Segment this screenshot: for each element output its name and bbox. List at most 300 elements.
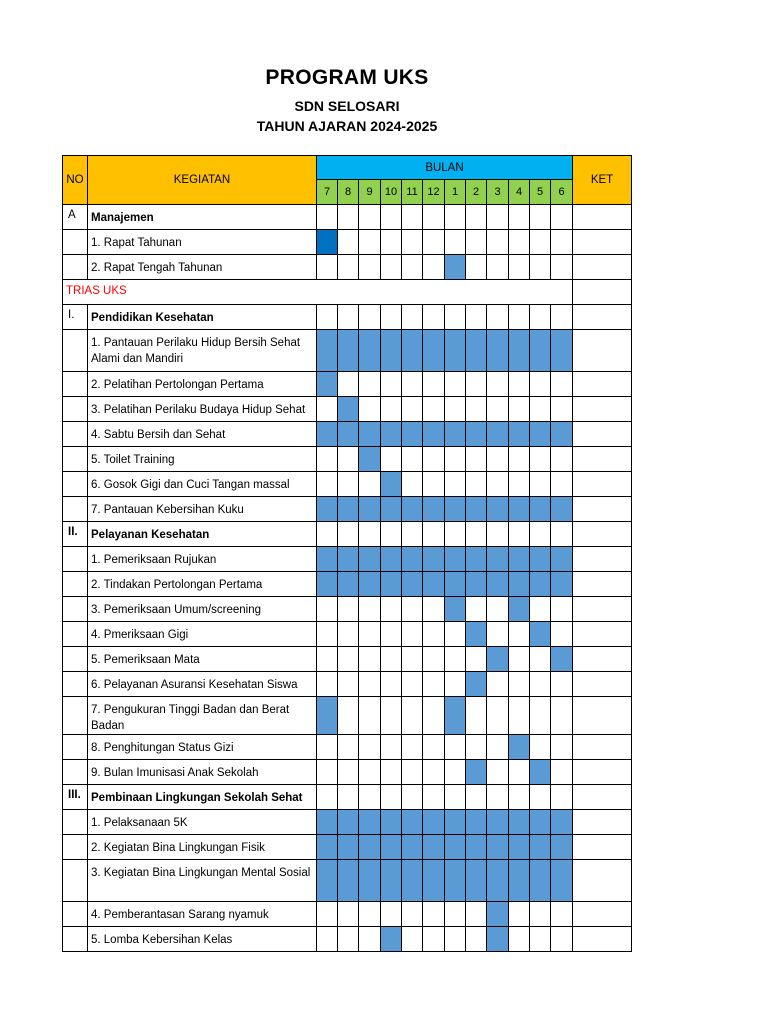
trias-label: TRIAS UKS xyxy=(63,280,573,305)
schedule-cell xyxy=(317,622,338,647)
schedule-cell-active xyxy=(317,497,338,522)
table-row xyxy=(63,547,632,572)
schedule-cell xyxy=(530,230,551,255)
row-number: I. xyxy=(63,305,88,330)
table-row xyxy=(63,735,632,760)
schedule-cell xyxy=(509,397,530,422)
schedule-cell xyxy=(381,647,402,672)
schedule-cell xyxy=(551,372,573,397)
row-number xyxy=(63,597,88,622)
table-row xyxy=(63,255,632,280)
row-number xyxy=(63,647,88,672)
table-row xyxy=(63,472,632,497)
schedule-cell xyxy=(402,785,423,810)
schedule-cell-active xyxy=(509,735,530,760)
section-row xyxy=(63,305,632,330)
row-number xyxy=(63,735,88,760)
month-header-4: 4 xyxy=(509,180,530,205)
ket-cell xyxy=(573,810,632,835)
row-number xyxy=(63,835,88,860)
schedule-cell xyxy=(509,255,530,280)
schedule-cell xyxy=(317,672,338,697)
schedule-cell-active xyxy=(466,330,487,372)
ket-cell xyxy=(573,280,632,305)
schedule-cell xyxy=(466,305,487,330)
schedule-cell-active xyxy=(338,397,359,422)
ket-cell xyxy=(573,647,632,672)
table-row xyxy=(63,330,632,372)
row-number xyxy=(63,810,88,835)
schedule-cell xyxy=(359,205,381,230)
schedule-cell xyxy=(509,447,530,472)
row-number: III. xyxy=(63,785,88,810)
schedule-cell xyxy=(487,205,509,230)
ket-cell xyxy=(573,572,632,597)
schedule-cell xyxy=(338,785,359,810)
schedule-cell-active xyxy=(530,422,551,447)
schedule-cell-active xyxy=(338,330,359,372)
schedule-cell-active xyxy=(317,230,338,255)
schedule-cell xyxy=(551,927,573,952)
row-number xyxy=(63,372,88,397)
schedule-cell xyxy=(381,697,402,735)
schedule-cell xyxy=(359,785,381,810)
schedule-cell xyxy=(317,305,338,330)
schedule-cell-active xyxy=(530,547,551,572)
schedule-cell-active xyxy=(530,622,551,647)
schedule-cell xyxy=(423,672,445,697)
row-number xyxy=(63,697,88,735)
schedule-cell xyxy=(445,647,466,672)
table-row xyxy=(63,422,632,447)
schedule-cell-active xyxy=(466,422,487,447)
schedule-cell xyxy=(530,927,551,952)
schedule-cell xyxy=(445,230,466,255)
schedule-cell xyxy=(381,902,402,927)
schedule-cell-active xyxy=(317,810,338,835)
row-number xyxy=(63,622,88,647)
schedule-cell-active xyxy=(359,860,381,902)
schedule-cell xyxy=(445,522,466,547)
schedule-cell xyxy=(466,372,487,397)
schedule-cell xyxy=(359,255,381,280)
table-row xyxy=(63,927,632,952)
schedule-cell-active xyxy=(423,422,445,447)
schedule-cell xyxy=(402,230,423,255)
schedule-cell-active xyxy=(466,572,487,597)
schedule-cell-active xyxy=(466,547,487,572)
table-row xyxy=(63,372,632,397)
schedule-cell-active xyxy=(381,572,402,597)
schedule-cell xyxy=(317,927,338,952)
trias-row xyxy=(63,280,632,305)
month-header-2: 2 xyxy=(466,180,487,205)
program-table xyxy=(62,155,632,952)
schedule-cell-active xyxy=(530,330,551,372)
activity-label: 1. Pantauan Perilaku Hidup Bersih Sehat Alami dan Mandiri xyxy=(88,330,317,372)
schedule-cell xyxy=(551,760,573,785)
schedule-cell xyxy=(317,472,338,497)
schedule-cell-active xyxy=(402,835,423,860)
ket-cell xyxy=(573,860,632,902)
schedule-cell xyxy=(423,230,445,255)
schedule-cell xyxy=(381,522,402,547)
schedule-cell-active xyxy=(509,422,530,447)
schedule-cell-active xyxy=(423,572,445,597)
row-number xyxy=(63,672,88,697)
ket-cell xyxy=(573,835,632,860)
schedule-cell xyxy=(423,397,445,422)
schedule-cell xyxy=(338,647,359,672)
schedule-cell xyxy=(445,372,466,397)
schedule-cell xyxy=(317,522,338,547)
schedule-cell xyxy=(381,760,402,785)
schedule-cell-active xyxy=(487,927,509,952)
schedule-cell xyxy=(466,902,487,927)
schedule-cell xyxy=(423,697,445,735)
row-number xyxy=(63,927,88,952)
schedule-cell xyxy=(402,927,423,952)
row-number xyxy=(63,397,88,422)
schedule-cell xyxy=(338,230,359,255)
schedule-cell xyxy=(338,927,359,952)
ket-cell xyxy=(573,397,632,422)
table-row xyxy=(63,447,632,472)
schedule-cell xyxy=(359,902,381,927)
ket-cell xyxy=(573,497,632,522)
schedule-cell xyxy=(466,397,487,422)
ket-cell xyxy=(573,547,632,572)
school-name: SDN SELOSARI xyxy=(294,98,400,114)
schedule-cell-active xyxy=(402,497,423,522)
schedule-cell-active xyxy=(381,330,402,372)
schedule-cell xyxy=(551,697,573,735)
schedule-cell-active xyxy=(359,835,381,860)
schedule-cell-active xyxy=(487,422,509,447)
schedule-cell-active xyxy=(445,697,466,735)
schedule-cell xyxy=(551,597,573,622)
table-row xyxy=(63,397,632,422)
schedule-cell xyxy=(359,397,381,422)
schedule-cell xyxy=(445,785,466,810)
schedule-cell xyxy=(509,927,530,952)
schedule-cell xyxy=(402,672,423,697)
schedule-cell xyxy=(509,622,530,647)
schedule-cell xyxy=(551,735,573,760)
schedule-cell xyxy=(402,902,423,927)
month-header-8: 8 xyxy=(338,180,359,205)
table-body xyxy=(63,205,632,952)
schedule-cell-active xyxy=(445,597,466,622)
schedule-cell xyxy=(530,597,551,622)
schedule-cell xyxy=(445,205,466,230)
schedule-cell xyxy=(359,735,381,760)
schedule-cell xyxy=(509,230,530,255)
ket-cell xyxy=(573,735,632,760)
month-header-3: 3 xyxy=(487,180,509,205)
schedule-cell xyxy=(402,697,423,735)
schedule-cell xyxy=(509,372,530,397)
schedule-cell xyxy=(487,735,509,760)
activity-label: 2. Tindakan Pertolongan Pertama xyxy=(88,572,317,597)
schedule-cell-active xyxy=(317,422,338,447)
section-row xyxy=(63,205,632,230)
header-bulan: BULAN xyxy=(317,156,573,180)
schedule-cell xyxy=(423,205,445,230)
row-number xyxy=(63,422,88,447)
schedule-cell-active xyxy=(530,810,551,835)
schedule-cell xyxy=(551,472,573,497)
schedule-cell-active xyxy=(317,572,338,597)
section-title: Pembinaan Lingkungan Sekolah Sehat xyxy=(88,785,317,810)
activity-label: 1. Pemeriksaan Rujukan xyxy=(88,547,317,572)
schedule-cell-active xyxy=(551,497,573,522)
schedule-cell-active xyxy=(402,810,423,835)
schedule-cell xyxy=(509,305,530,330)
schedule-cell-active xyxy=(509,835,530,860)
schedule-cell xyxy=(359,622,381,647)
schedule-cell xyxy=(359,672,381,697)
schedule-cell xyxy=(338,622,359,647)
schedule-cell-active xyxy=(509,330,530,372)
schedule-cell xyxy=(317,597,338,622)
schedule-cell-active xyxy=(317,547,338,572)
schedule-cell-active xyxy=(445,255,466,280)
schedule-cell-active xyxy=(402,860,423,902)
schedule-cell xyxy=(338,697,359,735)
ket-cell xyxy=(573,205,632,230)
schedule-cell-active xyxy=(423,810,445,835)
schedule-cell xyxy=(530,372,551,397)
activity-label: 4. Pmeriksaan Gigi xyxy=(88,622,317,647)
activity-label: 2. Pelatihan Pertolongan Pertama xyxy=(88,372,317,397)
schedule-cell-active xyxy=(551,835,573,860)
row-number xyxy=(63,547,88,572)
ket-cell xyxy=(573,255,632,280)
schedule-cell xyxy=(551,447,573,472)
schedule-cell xyxy=(487,230,509,255)
schedule-cell xyxy=(381,305,402,330)
month-header-9: 9 xyxy=(359,180,381,205)
schedule-cell xyxy=(509,205,530,230)
schedule-cell xyxy=(338,447,359,472)
month-header-6: 6 xyxy=(551,180,573,205)
schedule-cell xyxy=(423,785,445,810)
schedule-cell xyxy=(359,372,381,397)
ket-cell xyxy=(573,597,632,622)
schedule-cell-active xyxy=(445,547,466,572)
month-header-5: 5 xyxy=(530,180,551,205)
schedule-cell xyxy=(381,597,402,622)
schedule-cell-active xyxy=(359,447,381,472)
schedule-cell-active xyxy=(487,835,509,860)
schedule-cell-active xyxy=(551,572,573,597)
ket-cell xyxy=(573,422,632,447)
schedule-cell xyxy=(509,647,530,672)
row-number xyxy=(63,760,88,785)
schedule-cell xyxy=(466,927,487,952)
schedule-cell xyxy=(359,472,381,497)
schedule-cell xyxy=(381,447,402,472)
table-row xyxy=(63,497,632,522)
schedule-cell-active xyxy=(509,860,530,902)
schedule-cell-active xyxy=(381,547,402,572)
schedule-cell xyxy=(423,447,445,472)
table-row xyxy=(63,230,632,255)
schedule-cell xyxy=(530,785,551,810)
month-header-10: 10 xyxy=(381,180,402,205)
schedule-cell-active xyxy=(402,330,423,372)
schedule-cell-active xyxy=(338,860,359,902)
schedule-cell xyxy=(530,902,551,927)
schedule-cell-active xyxy=(487,860,509,902)
schedule-cell xyxy=(530,205,551,230)
schedule-cell-active xyxy=(317,330,338,372)
schedule-cell-active xyxy=(445,497,466,522)
schedule-cell xyxy=(423,597,445,622)
schedule-cell-active xyxy=(466,760,487,785)
month-header-11: 11 xyxy=(402,180,423,205)
ket-cell xyxy=(573,760,632,785)
schedule-cell xyxy=(466,647,487,672)
ket-cell xyxy=(573,330,632,372)
schedule-cell xyxy=(551,672,573,697)
schedule-cell-active xyxy=(530,835,551,860)
schedule-cell xyxy=(338,255,359,280)
activity-label: 4. Sabtu Bersih dan Sehat xyxy=(88,422,317,447)
schedule-cell-active xyxy=(359,572,381,597)
schedule-cell xyxy=(551,902,573,927)
schedule-cell xyxy=(530,472,551,497)
schedule-cell-active xyxy=(445,422,466,447)
activity-label: 5. Toilet Training xyxy=(88,447,317,472)
row-number xyxy=(63,330,88,372)
schedule-cell xyxy=(423,522,445,547)
schedule-cell xyxy=(338,472,359,497)
activity-label: 7. Pengukuran Tinggi Badan dan Berat Badan xyxy=(88,697,317,735)
schedule-cell-active xyxy=(509,810,530,835)
schedule-cell xyxy=(445,447,466,472)
schedule-cell xyxy=(445,672,466,697)
schedule-cell-active xyxy=(487,647,509,672)
schedule-cell xyxy=(551,622,573,647)
schedule-cell-active xyxy=(359,497,381,522)
activity-label: 2. Rapat Tengah Tahunan xyxy=(88,255,317,280)
schedule-cell-active xyxy=(509,597,530,622)
schedule-cell xyxy=(487,472,509,497)
schedule-cell xyxy=(359,927,381,952)
schedule-cell xyxy=(402,472,423,497)
schedule-cell xyxy=(445,760,466,785)
table-row xyxy=(63,835,632,860)
schedule-cell xyxy=(445,902,466,927)
schedule-cell-active xyxy=(359,330,381,372)
table-row xyxy=(63,902,632,927)
section-title: Pelayanan Kesehatan xyxy=(88,522,317,547)
ket-cell xyxy=(573,927,632,952)
ket-cell xyxy=(573,785,632,810)
schedule-cell xyxy=(381,785,402,810)
schedule-cell xyxy=(487,622,509,647)
schedule-cell-active xyxy=(381,422,402,447)
schedule-cell-active xyxy=(509,572,530,597)
schedule-cell-active xyxy=(487,902,509,927)
schedule-cell xyxy=(402,622,423,647)
schedule-cell-active xyxy=(381,927,402,952)
activity-label: 4. Pemberantasan Sarang nyamuk xyxy=(88,902,317,927)
schedule-cell xyxy=(530,672,551,697)
schedule-cell xyxy=(338,305,359,330)
activity-label: 5. Lomba Kebersihan Kelas xyxy=(88,927,317,952)
header-kegiatan: KEGIATAN xyxy=(88,156,317,205)
schedule-cell-active xyxy=(338,810,359,835)
schedule-cell-active xyxy=(445,330,466,372)
schedule-cell xyxy=(317,647,338,672)
schedule-cell xyxy=(530,255,551,280)
schedule-cell-active xyxy=(423,497,445,522)
schedule-cell-active xyxy=(359,422,381,447)
section-row xyxy=(63,522,632,547)
schedule-cell-active xyxy=(509,497,530,522)
ket-cell xyxy=(573,447,632,472)
activity-label: 1. Pelaksanaan 5K xyxy=(88,810,317,835)
schedule-cell-active xyxy=(509,547,530,572)
schedule-cell xyxy=(423,472,445,497)
schedule-cell-active xyxy=(487,810,509,835)
schedule-cell xyxy=(466,230,487,255)
schedule-cell xyxy=(402,760,423,785)
schedule-cell xyxy=(402,397,423,422)
month-header-1: 1 xyxy=(445,180,466,205)
row-number xyxy=(63,255,88,280)
section-title: Manajemen xyxy=(88,205,317,230)
schedule-cell xyxy=(338,205,359,230)
schedule-cell xyxy=(509,522,530,547)
schedule-cell-active xyxy=(381,497,402,522)
schedule-cell xyxy=(445,397,466,422)
schedule-cell xyxy=(530,397,551,422)
schedule-cell xyxy=(359,647,381,672)
schedule-cell-active xyxy=(466,860,487,902)
schedule-cell-active xyxy=(338,497,359,522)
schedule-cell-active xyxy=(317,697,338,735)
schedule-cell xyxy=(445,472,466,497)
schedule-cell xyxy=(359,522,381,547)
ket-cell xyxy=(573,522,632,547)
schedule-cell xyxy=(551,205,573,230)
schedule-cell xyxy=(381,397,402,422)
schedule-cell xyxy=(466,205,487,230)
schedule-cell xyxy=(338,522,359,547)
schedule-cell xyxy=(317,785,338,810)
schedule-cell xyxy=(317,735,338,760)
activity-label: 3. Pemeriksaan Umum/screening xyxy=(88,597,317,622)
schedule-cell xyxy=(423,927,445,952)
ket-cell xyxy=(573,672,632,697)
activity-label: 5. Pemeriksaan Mata xyxy=(88,647,317,672)
schedule-cell-active xyxy=(487,330,509,372)
schedule-cell-active xyxy=(338,422,359,447)
schedule-cell xyxy=(359,230,381,255)
schedule-cell-active xyxy=(551,422,573,447)
row-number xyxy=(63,447,88,472)
schedule-cell-active xyxy=(338,835,359,860)
header-no: NO xyxy=(63,156,88,205)
schedule-cell xyxy=(487,522,509,547)
table-row xyxy=(63,572,632,597)
schedule-cell xyxy=(487,372,509,397)
schedule-cell-active xyxy=(445,860,466,902)
